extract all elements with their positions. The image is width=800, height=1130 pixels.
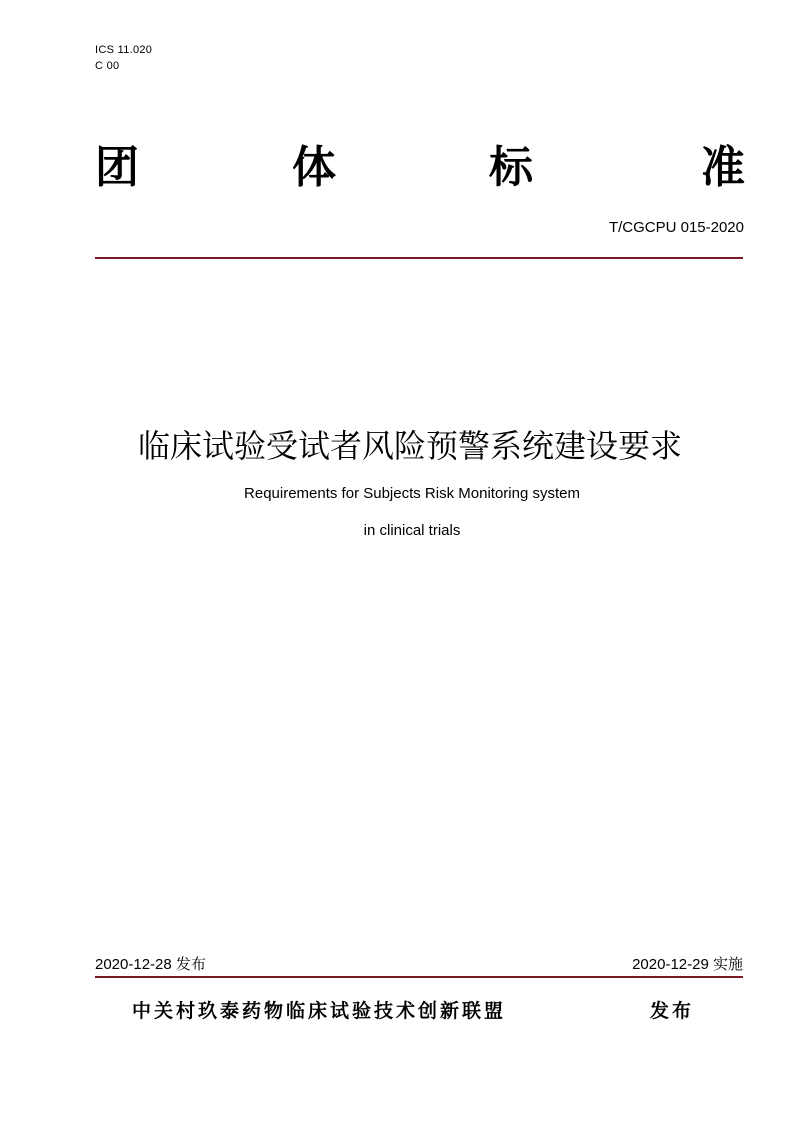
publisher-name: 中关村玖泰药物临床试验技术创新联盟: [132, 1000, 507, 1022]
bottom-divider: [95, 976, 743, 978]
heading-char-3: 标: [489, 142, 533, 193]
classification-codes: [95, 42, 152, 74]
group-standard-heading: [95, 140, 745, 196]
publish-label: 发布: [650, 1000, 695, 1022]
document-title-en-line2: in clinical trials: [363, 522, 461, 539]
document-title-en-line1: Requirements for Subjects Risk Monitoring system: [244, 485, 580, 502]
standard-number: T/CGCPU 015-2020: [608, 219, 744, 236]
top-divider: [95, 257, 743, 259]
implement-date: 2020-12-29 实施: [632, 956, 743, 973]
ics-code: ICS 11.020: [95, 44, 153, 56]
heading-char-1: 团: [95, 142, 139, 193]
publish-date: 2020-12-28 发布: [95, 956, 206, 973]
heading-char-2: 体: [292, 142, 336, 193]
heading-char-4: 准: [701, 142, 745, 193]
document-title-cn: 临床试验受试者风险预警系统建设要求: [137, 427, 682, 465]
ccs-code: C 00: [95, 60, 120, 72]
